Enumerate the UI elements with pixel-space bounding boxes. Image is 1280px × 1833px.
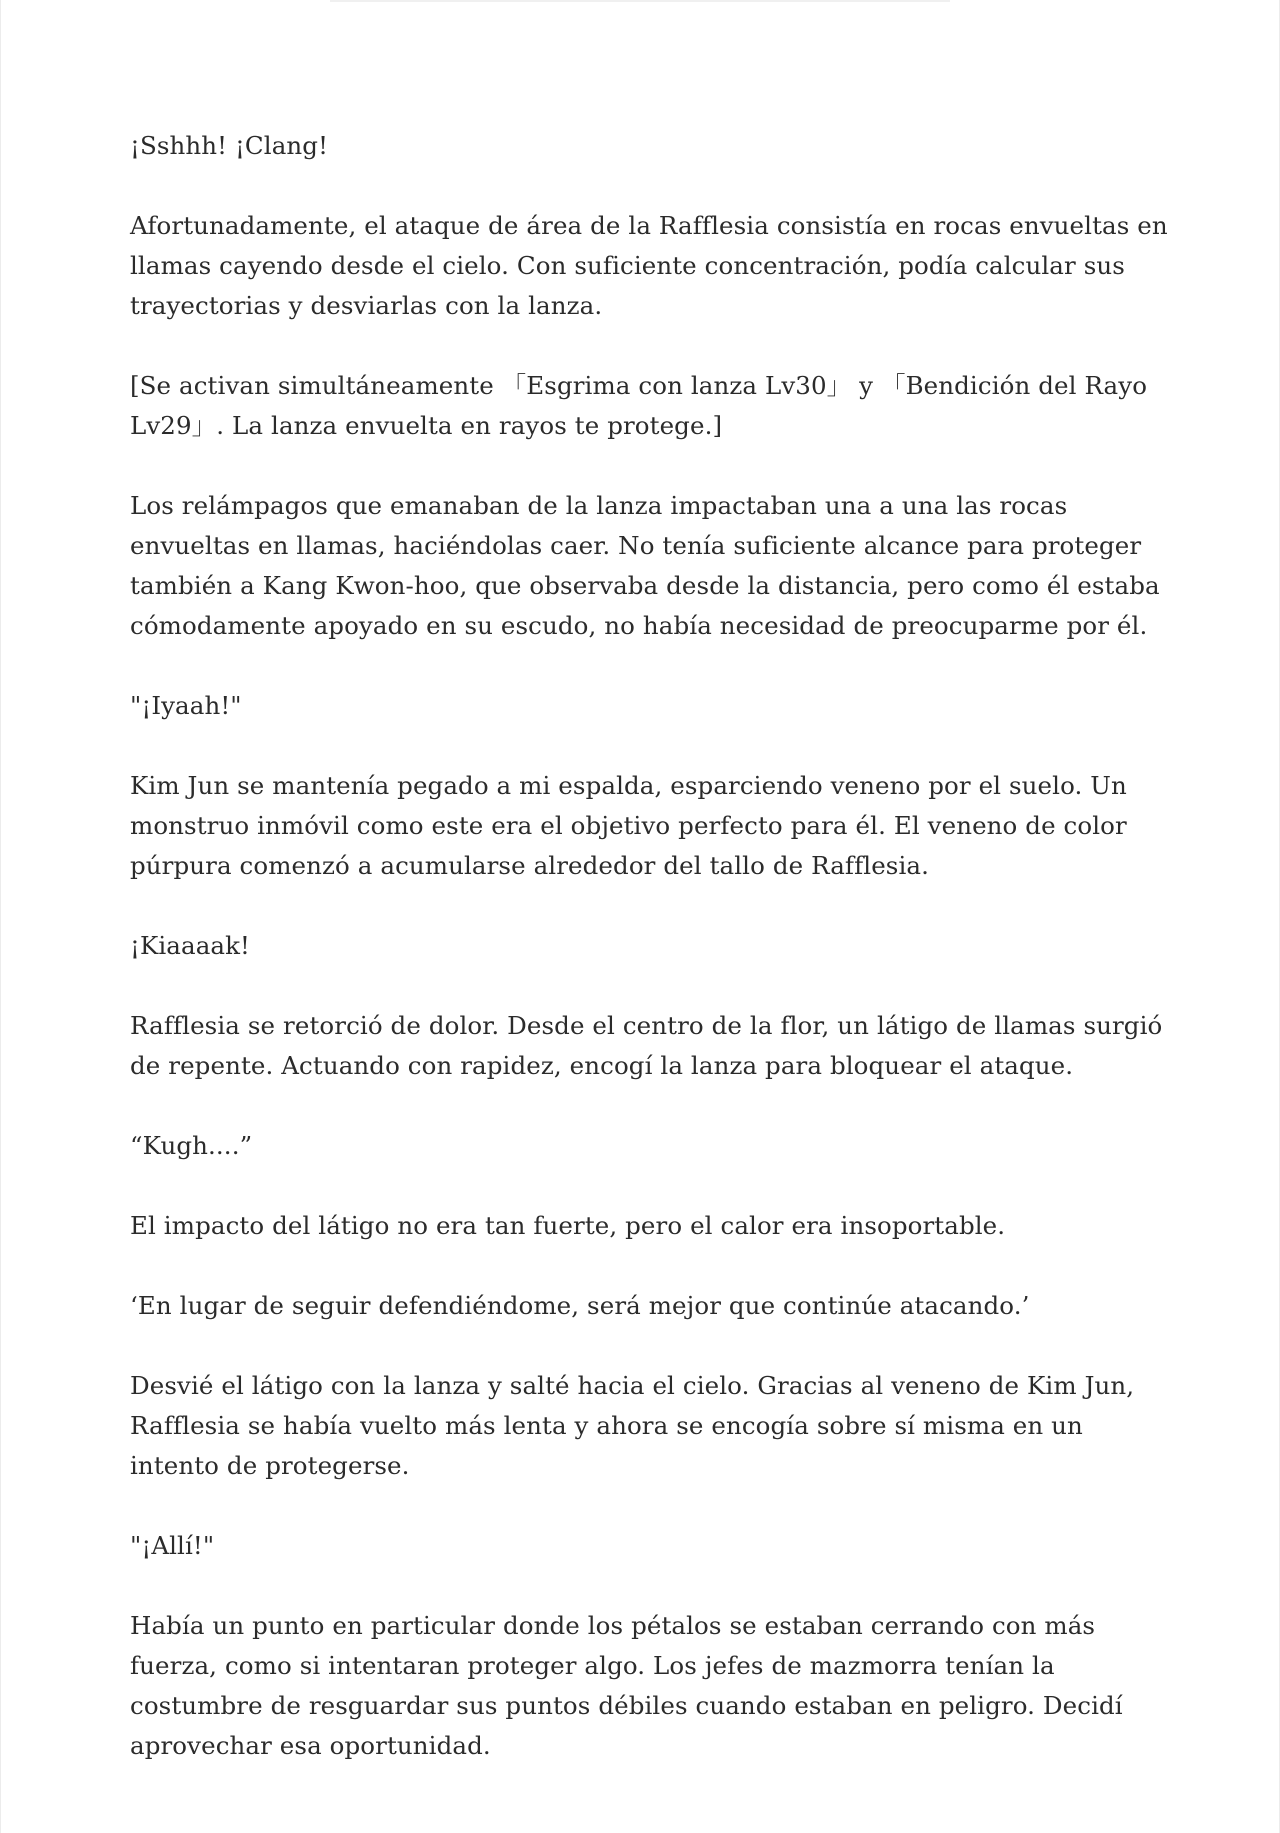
paragraph-10: El impacto del látigo no era tan fuerte, pero el calor era insoportable. bbox=[130, 1211, 1006, 1240]
document-body bbox=[130, 126, 1170, 1806]
paragraph-13: "¡Allí!" bbox=[130, 1531, 215, 1560]
paragraph-12: Desvié el látigo con la lanza y salté hacia el cielo. Gracias al veneno de Kim Jun, Rafflesia se había vuelto más lenta y ahora se encogía sobre sí misma en un intento de protegerse. bbox=[130, 1371, 1135, 1480]
paragraph-8: Rafflesia se retorció de dolor. Desde el centro de la flor, un látigo de llamas surgió de repente. Actuando con rapidez, encogí la lanza para bloquear el ataque. bbox=[130, 1011, 1163, 1080]
paragraph-2: Afortunadamente, el ataque de área de la Rafflesia consistía en rocas envueltas en llamas cayendo desde el cielo. Con suficiente concentración, podía calcular sus trayectorias y desviarlas con la lanza. bbox=[130, 211, 1168, 320]
top-divider bbox=[330, 0, 950, 2]
paragraph-3: [Se activan simultáneamente 「Esgrima con lanza Lv30」 y 「Bendición del Rayo Lv29」. La lanza envuelta en rayos te protege.] bbox=[130, 371, 1148, 440]
paragraph-5: "¡Iyaah!" bbox=[130, 691, 242, 720]
paragraph-6: Kim Jun se mantenía pegado a mi espalda, esparciendo veneno por el suelo. Un monstruo inmóvil como este era el objetivo perfecto para él. El veneno de color púrpura comenzó a acumularse alrededor del tallo de Rafflesia. bbox=[130, 771, 1127, 880]
paragraph-7: ¡Kiaaaak! bbox=[130, 931, 251, 960]
paragraph-4: Los relámpagos que emanaban de la lanza impactaban una a una las rocas envueltas en llamas, haciéndolas caer. No tenía suficiente alcance para proteger también a Kang Kwon-hoo, que observaba desde la distancia, pero como él estaba cómodamente apoyado en su escudo, no había necesidad de preocuparme por él. bbox=[130, 491, 1160, 640]
paragraph-1: ¡Sshhh! ¡Clang! bbox=[130, 131, 329, 160]
paragraph-11: ‘En lugar de seguir defendiéndome, será mejor que continúe atacando.’ bbox=[130, 1291, 1030, 1320]
paragraph-14: Había un punto en particular donde los pétalos se estaban cerrando con más fuerza, como si intentaran proteger algo. Los jefes de mazmorra tenían la costumbre de resguardar sus puntos débiles cuando estaban en peligro. Decidí aprovechar esa oportunidad. bbox=[130, 1611, 1123, 1760]
paragraph-9: “Kugh....” bbox=[130, 1131, 253, 1160]
